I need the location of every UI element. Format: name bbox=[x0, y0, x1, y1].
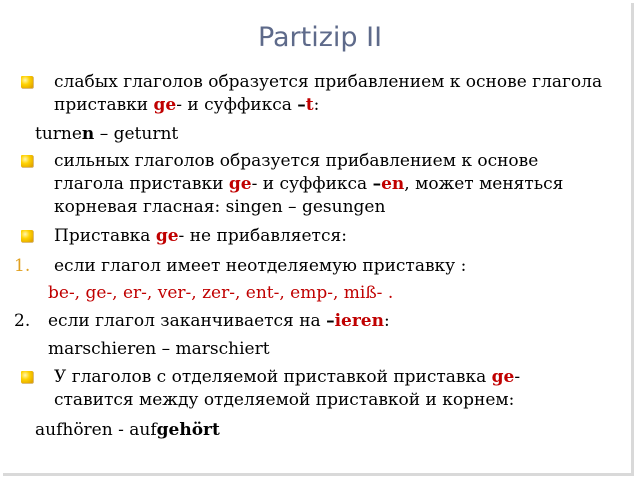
text: У глаголов с отделяемой приставкой приставка bbox=[54, 367, 492, 387]
prefix-ge: ge bbox=[228, 174, 252, 194]
number-marker-1: 1. bbox=[14, 256, 31, 276]
text: - и суффикса bbox=[176, 95, 298, 115]
prefix-ge: ge bbox=[153, 95, 177, 115]
text: если глагол имеет неотделяемую приставку : bbox=[54, 256, 467, 276]
numbered-2-text bbox=[48, 311, 390, 331]
bullet-1-line-1 bbox=[54, 72, 602, 92]
bullet-3-line-1 bbox=[54, 226, 347, 246]
text: , может меняться bbox=[404, 174, 564, 194]
text: если глагол заканчивается на bbox=[48, 311, 327, 331]
text: сильных глаголов образуется прибавлением к основе bbox=[54, 151, 539, 171]
dash: – bbox=[297, 95, 306, 115]
number-marker-2: 2. bbox=[14, 311, 31, 331]
text: - и суффикса bbox=[251, 174, 373, 194]
suffix-en: en bbox=[381, 174, 405, 194]
text: - bbox=[514, 367, 521, 387]
text: слабых глаголов образуется прибавлением к основе глагола bbox=[54, 72, 603, 92]
text: – geturnt bbox=[94, 124, 179, 144]
bullet-icon bbox=[21, 155, 33, 167]
prefix-list: be-, ge-, er-, ver-, zer-, ent-, emp-, miß- . bbox=[48, 283, 394, 303]
bullet-2-line-1 bbox=[54, 151, 538, 171]
bullet-2-line-2 bbox=[54, 174, 563, 194]
prefix-ge: ge bbox=[491, 367, 515, 387]
numbered-1-text bbox=[54, 256, 466, 276]
bullet-4-line-1 bbox=[54, 367, 520, 387]
text: turne bbox=[35, 124, 82, 144]
bullet-icon bbox=[21, 371, 33, 383]
text: Приставка bbox=[54, 226, 156, 246]
suffix-ieren: ieren bbox=[334, 311, 384, 331]
prefix-ge: ge bbox=[155, 226, 179, 246]
bullet-icon bbox=[21, 76, 33, 88]
text: приставки bbox=[54, 95, 154, 115]
bullet-4-line-2 bbox=[54, 390, 514, 410]
example-aufhoeren bbox=[35, 420, 220, 440]
dash: – bbox=[326, 311, 335, 331]
text: : bbox=[383, 311, 390, 331]
text: aufhören - auf bbox=[35, 420, 157, 440]
text-bold: gehört bbox=[156, 420, 220, 440]
suffix-t: t bbox=[305, 95, 314, 115]
text: глагола приставки bbox=[54, 174, 229, 194]
text: : bbox=[313, 95, 320, 115]
text: ставится между отделяемой приставкой и корнем: bbox=[54, 390, 515, 410]
example-turnen bbox=[35, 124, 178, 144]
example-prefix-list bbox=[48, 283, 393, 303]
example-marschieren bbox=[48, 339, 270, 359]
text-bold: n bbox=[81, 124, 95, 144]
bullet-1-line-2 bbox=[54, 95, 319, 115]
bullet-icon bbox=[21, 230, 33, 242]
text: - не прибавляется: bbox=[178, 226, 347, 246]
bullet-2-line-3 bbox=[54, 197, 385, 217]
text: корневая гласная: singen – gesungen bbox=[54, 197, 386, 217]
text: marschieren – marschiert bbox=[48, 339, 270, 359]
dash: – bbox=[372, 174, 382, 194]
slide-title: Partizip II bbox=[257, 22, 383, 53]
